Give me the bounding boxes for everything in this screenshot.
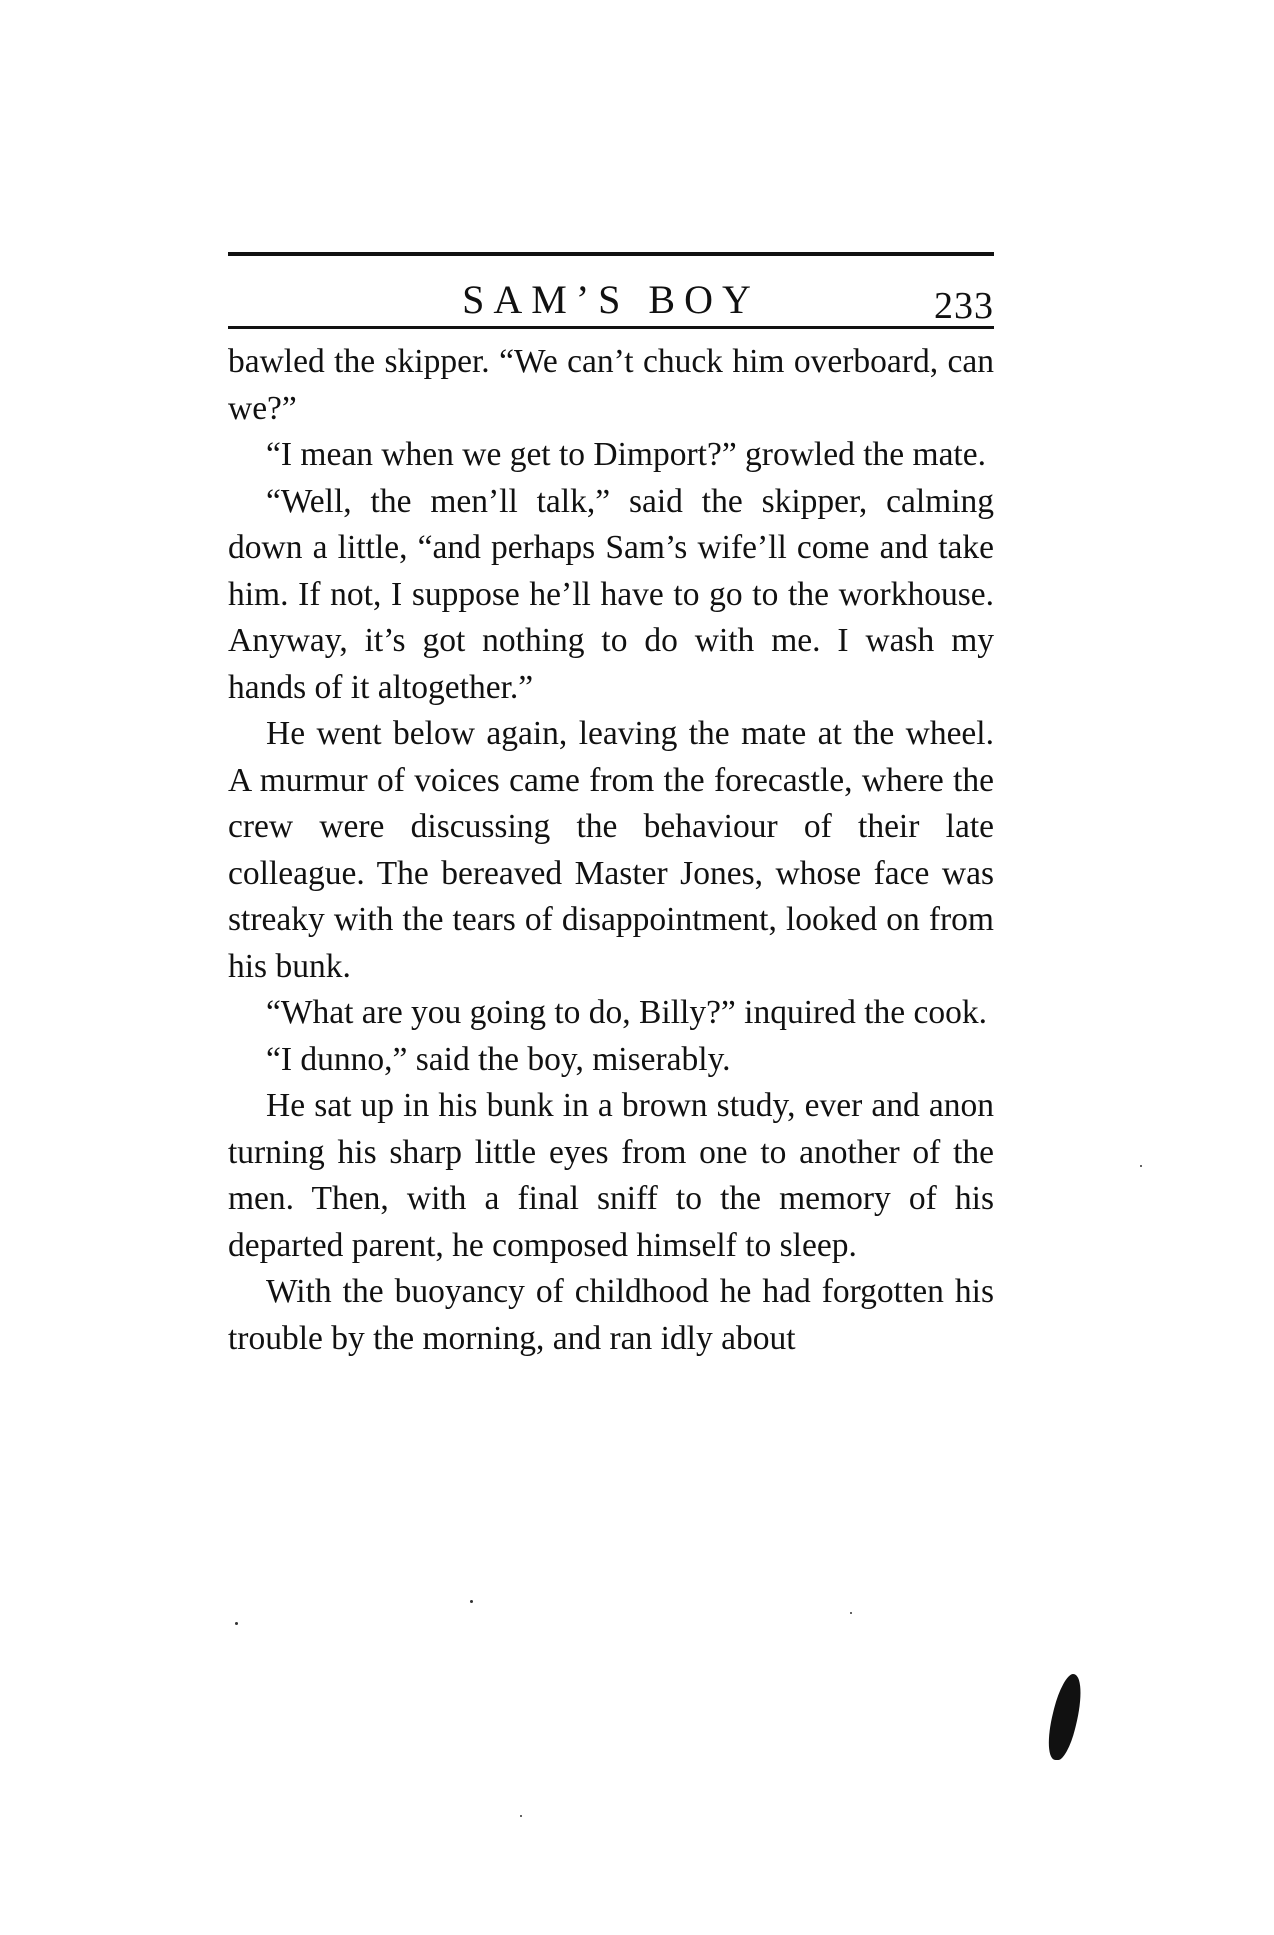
paragraph: He sat up in his bunk in a brown study, ever and anon turning his sharp little eyes from one to another of the men. Then, with a final sniff to the memory of his departed parent, he composed himself to sleep. (228, 1087, 994, 1264)
paragraph: “Well, the men’ll talk,” said the skipper, calming down a little, “and perhaps Sam’s wife’ll come and take him. If not, I suppose he’ll have to go to the workhouse. Anyway, it’s got nothing to do with me. I wash my hands of it altogether.” (228, 482, 994, 706)
running-title: SAM’S BOY (462, 277, 760, 322)
scan-speck (520, 1815, 522, 1817)
paragraph: He went below again, leaving the mate at the wheel. A murmur of voices came from the forecastle, where the crew were discussing the behaviour of their late colleague. The bereaved Master Jones, whose face was streaky with the tears of disappointment, looked on from his bunk. (228, 715, 994, 985)
scan-speck (235, 1622, 238, 1625)
page-number: 233 (934, 285, 994, 327)
ink-blot (1041, 1674, 1088, 1760)
paragraph: “What are you going to do, Billy?” inquired the cook. (266, 994, 987, 1031)
paragraph: “I mean when we get to Dimport?” growled the mate. (266, 436, 986, 473)
body-text (228, 339, 994, 1362)
paragraph: With the buoyancy of childhood he had forgotten his trouble by the morning, and ran idly about (228, 1273, 994, 1357)
paragraph: bawled the skipper. “We can’t chuck him overboard, can we?” (228, 343, 994, 427)
running-head (228, 256, 994, 326)
scan-speck (850, 1612, 852, 1614)
text-block (228, 252, 994, 1362)
header-bottom-rule (228, 326, 994, 329)
scan-speck (1140, 1165, 1142, 1167)
paragraph: “I dunno,” said the boy, miserably. (266, 1040, 731, 1078)
scan-speck (470, 1600, 473, 1603)
